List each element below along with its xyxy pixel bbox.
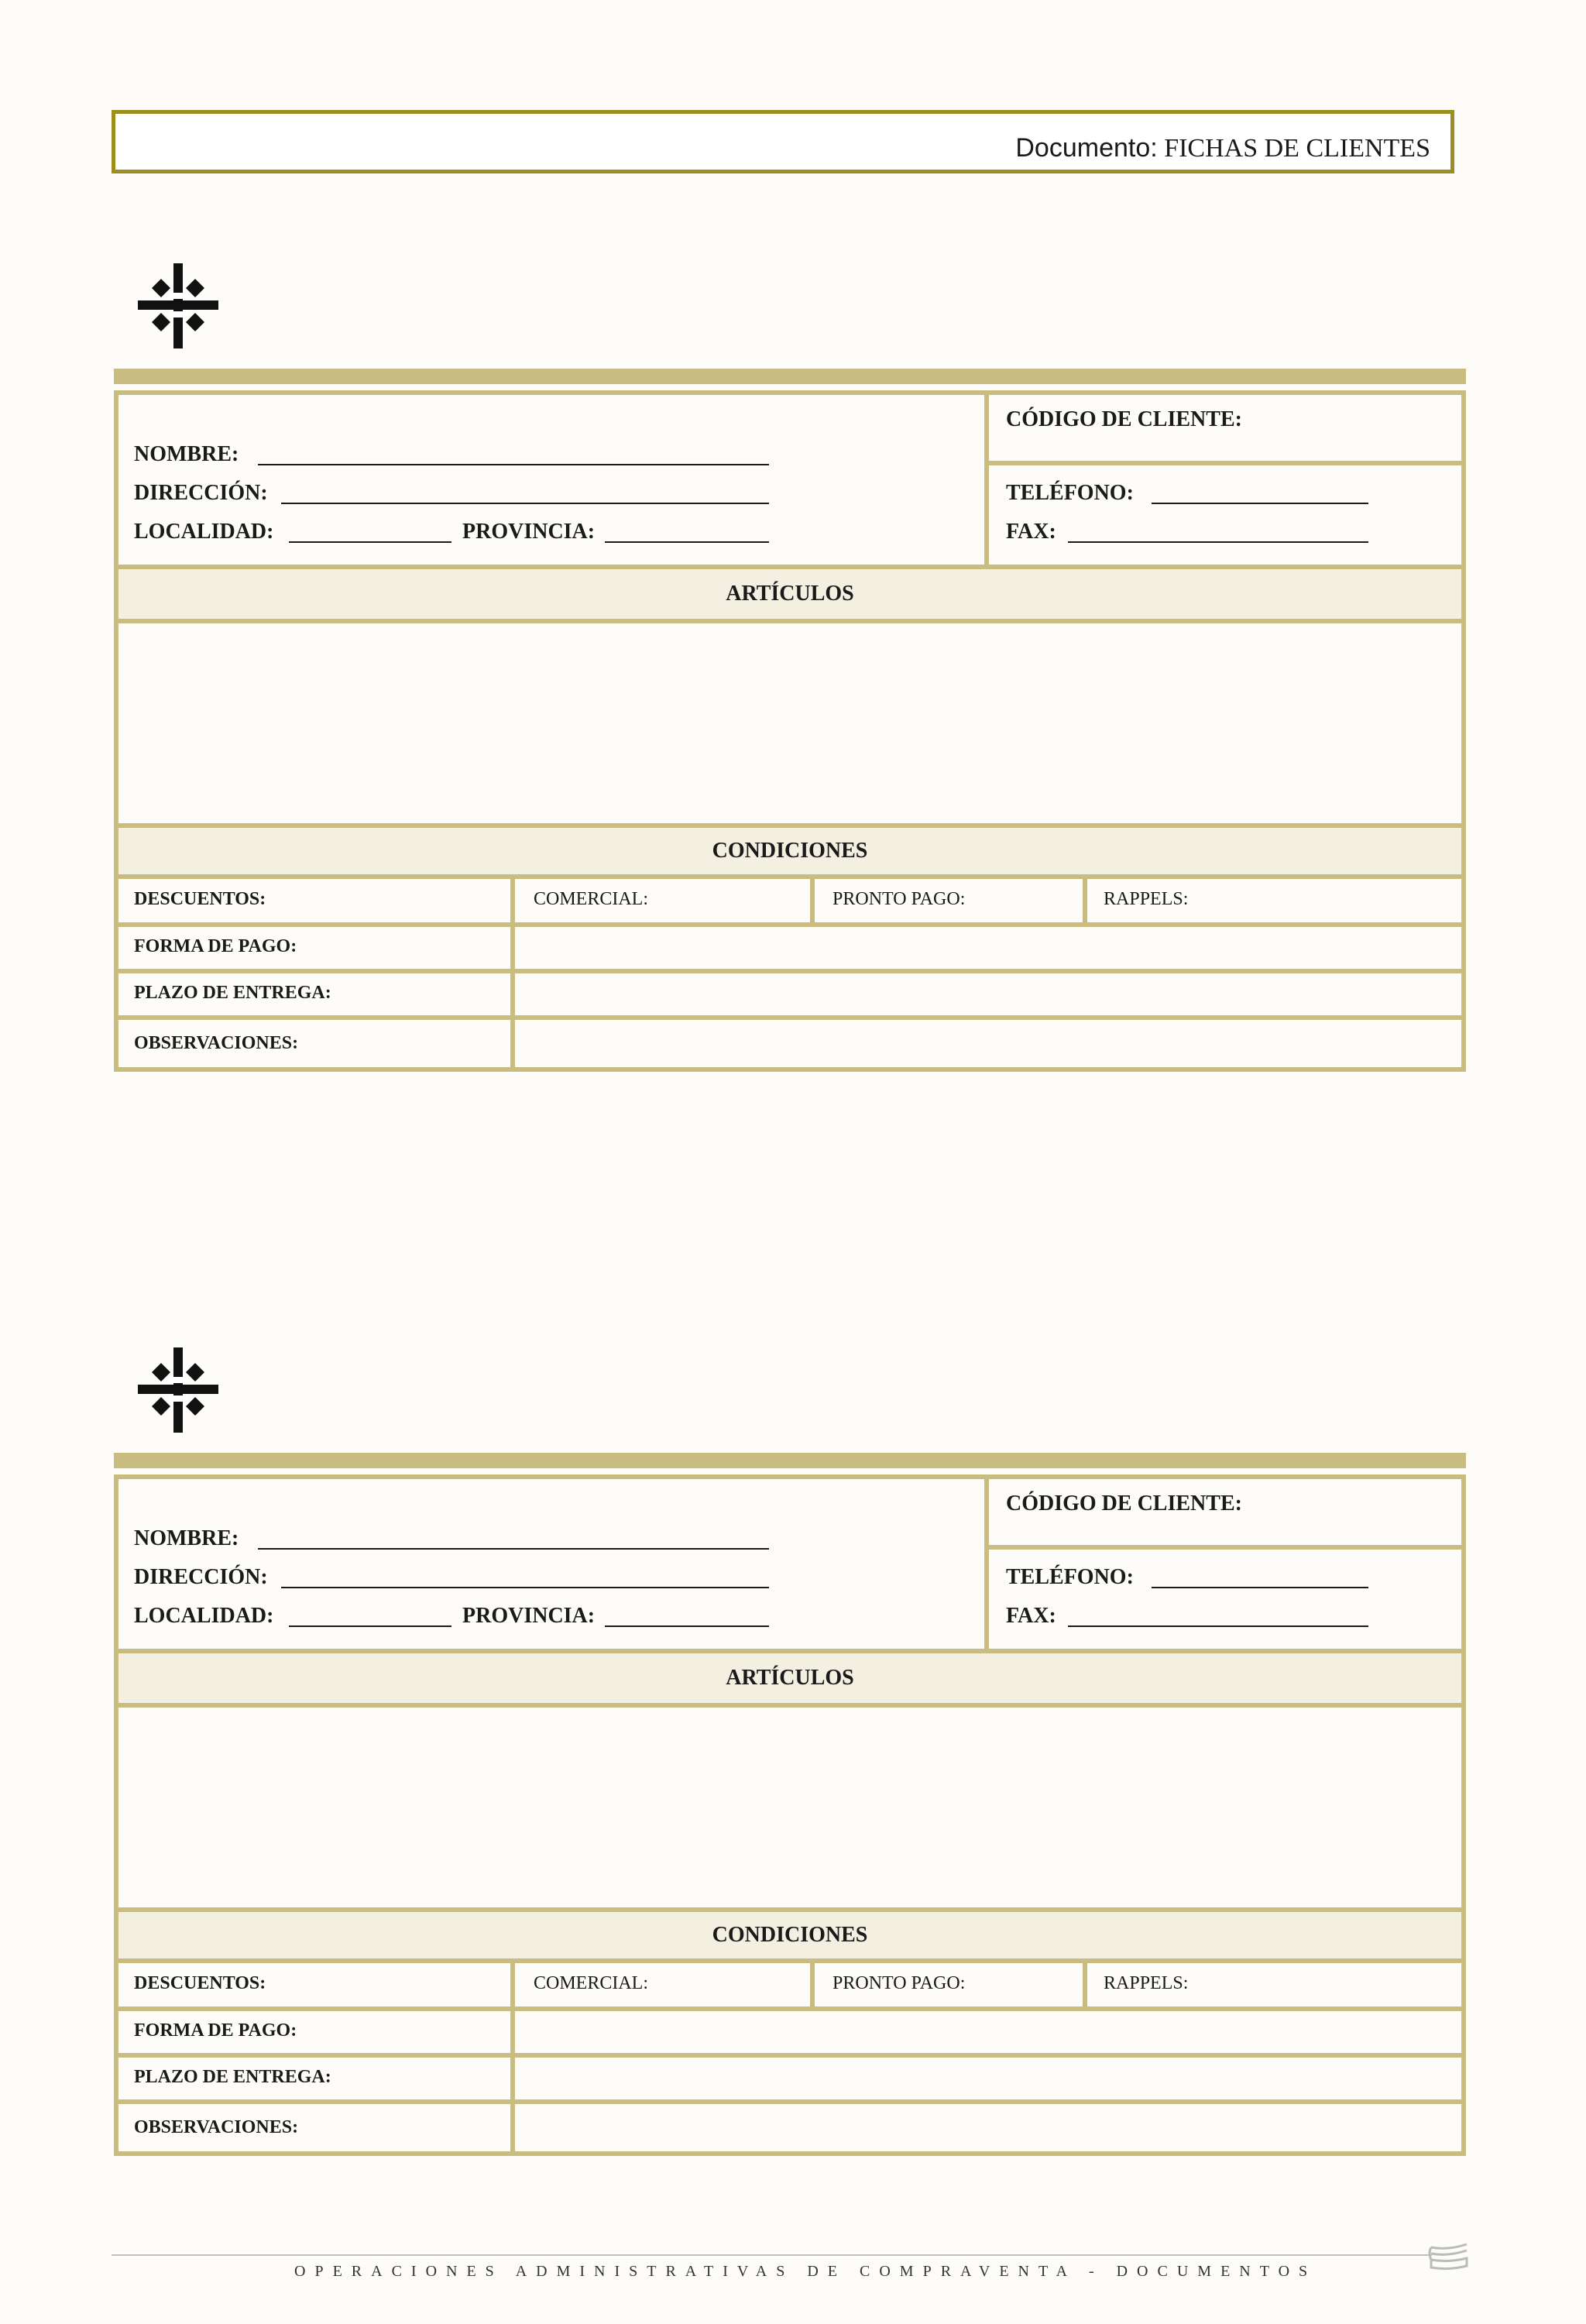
fax-label: FAX: [1006, 520, 1056, 544]
nombre-label: NOMBRE: [134, 1526, 239, 1550]
telefono-label: TELÉFONO: [1006, 1565, 1134, 1589]
articulos-area[interactable] [118, 1708, 1461, 1907]
client-card-1 [114, 390, 1466, 1072]
provincia-label: PROVINCIA: [462, 1604, 596, 1628]
fax-field[interactable] [1068, 541, 1368, 543]
section-bar [114, 1453, 1466, 1468]
fax-field[interactable] [1068, 1625, 1368, 1627]
footer-rule [112, 2254, 1432, 2256]
comercial-label: COMERCIAL: [534, 889, 649, 909]
document-title-value: FICHAS DE CLIENTES [1164, 134, 1430, 163]
plazo-entrega-field[interactable] [515, 2058, 1461, 2099]
divider [987, 461, 1461, 465]
articulos-heading: ARTÍCULOS [726, 582, 854, 606]
plazo-entrega-label: PLAZO DE ENTREGA: [134, 983, 331, 1003]
forma-pago-field[interactable] [515, 927, 1461, 969]
divider [984, 1479, 989, 1649]
company-logo-icon [138, 263, 218, 348]
descuentos-label: DESCUENTOS: [134, 1973, 266, 1993]
observaciones-label: OBSERVACIONES: [134, 1033, 299, 1053]
codigo-cliente-label: CÓDIGO DE CLIENTE: [1006, 1492, 1242, 1516]
section-bar [114, 369, 1466, 384]
footer-text: OPERACIONES ADMINISTRATIVAS DE COMPRAVENTA - DOCUMENTOS [294, 2263, 1317, 2280]
telefono-label: TELÉFONO: [1006, 481, 1134, 505]
direccion-label: DIRECCIÓN: [134, 481, 268, 505]
codigo-cliente-label: CÓDIGO DE CLIENTE: [1006, 407, 1242, 431]
descuentos-label: DESCUENTOS: [134, 889, 266, 909]
nombre-label: NOMBRE: [134, 442, 239, 466]
forma-pago-label: FORMA DE PAGO: [134, 2020, 297, 2041]
observaciones-field[interactable] [515, 2104, 1461, 2151]
pronto-pago-label: PRONTO PAGO: [832, 889, 966, 909]
divider [118, 874, 1461, 879]
telefono-field[interactable] [1152, 503, 1368, 504]
localidad-label: LOCALIDAD: [134, 1604, 274, 1628]
provincia-field[interactable] [605, 541, 769, 543]
condiciones-heading: CONDICIONES [712, 1923, 868, 1947]
plazo-entrega-field[interactable] [515, 973, 1461, 1015]
document-title [1015, 132, 1430, 164]
forma-pago-label: FORMA DE PAGO: [134, 936, 297, 956]
provincia-field[interactable] [605, 1625, 769, 1627]
forma-pago-field[interactable] [515, 2011, 1461, 2053]
rappels-label: RAPPELS: [1104, 889, 1189, 909]
nombre-field[interactable] [258, 464, 769, 465]
divider [984, 395, 989, 565]
pronto-pago-label: PRONTO PAGO: [832, 1973, 966, 1993]
direccion-field[interactable] [281, 503, 769, 504]
localidad-field[interactable] [289, 1625, 451, 1627]
direccion-label: DIRECCIÓN: [134, 1565, 268, 1589]
rappels-label: RAPPELS: [1104, 1973, 1189, 1993]
localidad-label: LOCALIDAD: [134, 520, 274, 544]
company-logo-icon [138, 1347, 218, 1433]
divider [1083, 1958, 1087, 2006]
book-icon [1425, 2236, 1471, 2272]
articulos-heading: ARTÍCULOS [726, 1666, 854, 1690]
telefono-field[interactable] [1152, 1587, 1368, 1588]
document-title-label: Documento: [1015, 133, 1158, 163]
divider [118, 1958, 1461, 1963]
direccion-field[interactable] [281, 1587, 769, 1588]
plazo-entrega-label: PLAZO DE ENTREGA: [134, 2067, 331, 2087]
localidad-field[interactable] [289, 541, 451, 543]
divider [1083, 874, 1087, 922]
fax-label: FAX: [1006, 1604, 1056, 1628]
articulos-area[interactable] [118, 623, 1461, 823]
comercial-label: COMERCIAL: [534, 1973, 649, 1993]
provincia-label: PROVINCIA: [462, 520, 596, 544]
client-card-2 [114, 1474, 1466, 2156]
nombre-field[interactable] [258, 1548, 769, 1550]
observaciones-field[interactable] [515, 1020, 1461, 1067]
divider [987, 1545, 1461, 1550]
document-header [112, 110, 1454, 173]
condiciones-heading: CONDICIONES [712, 839, 868, 863]
observaciones-label: OBSERVACIONES: [134, 2117, 299, 2137]
divider [810, 874, 815, 922]
divider [810, 1958, 815, 2006]
